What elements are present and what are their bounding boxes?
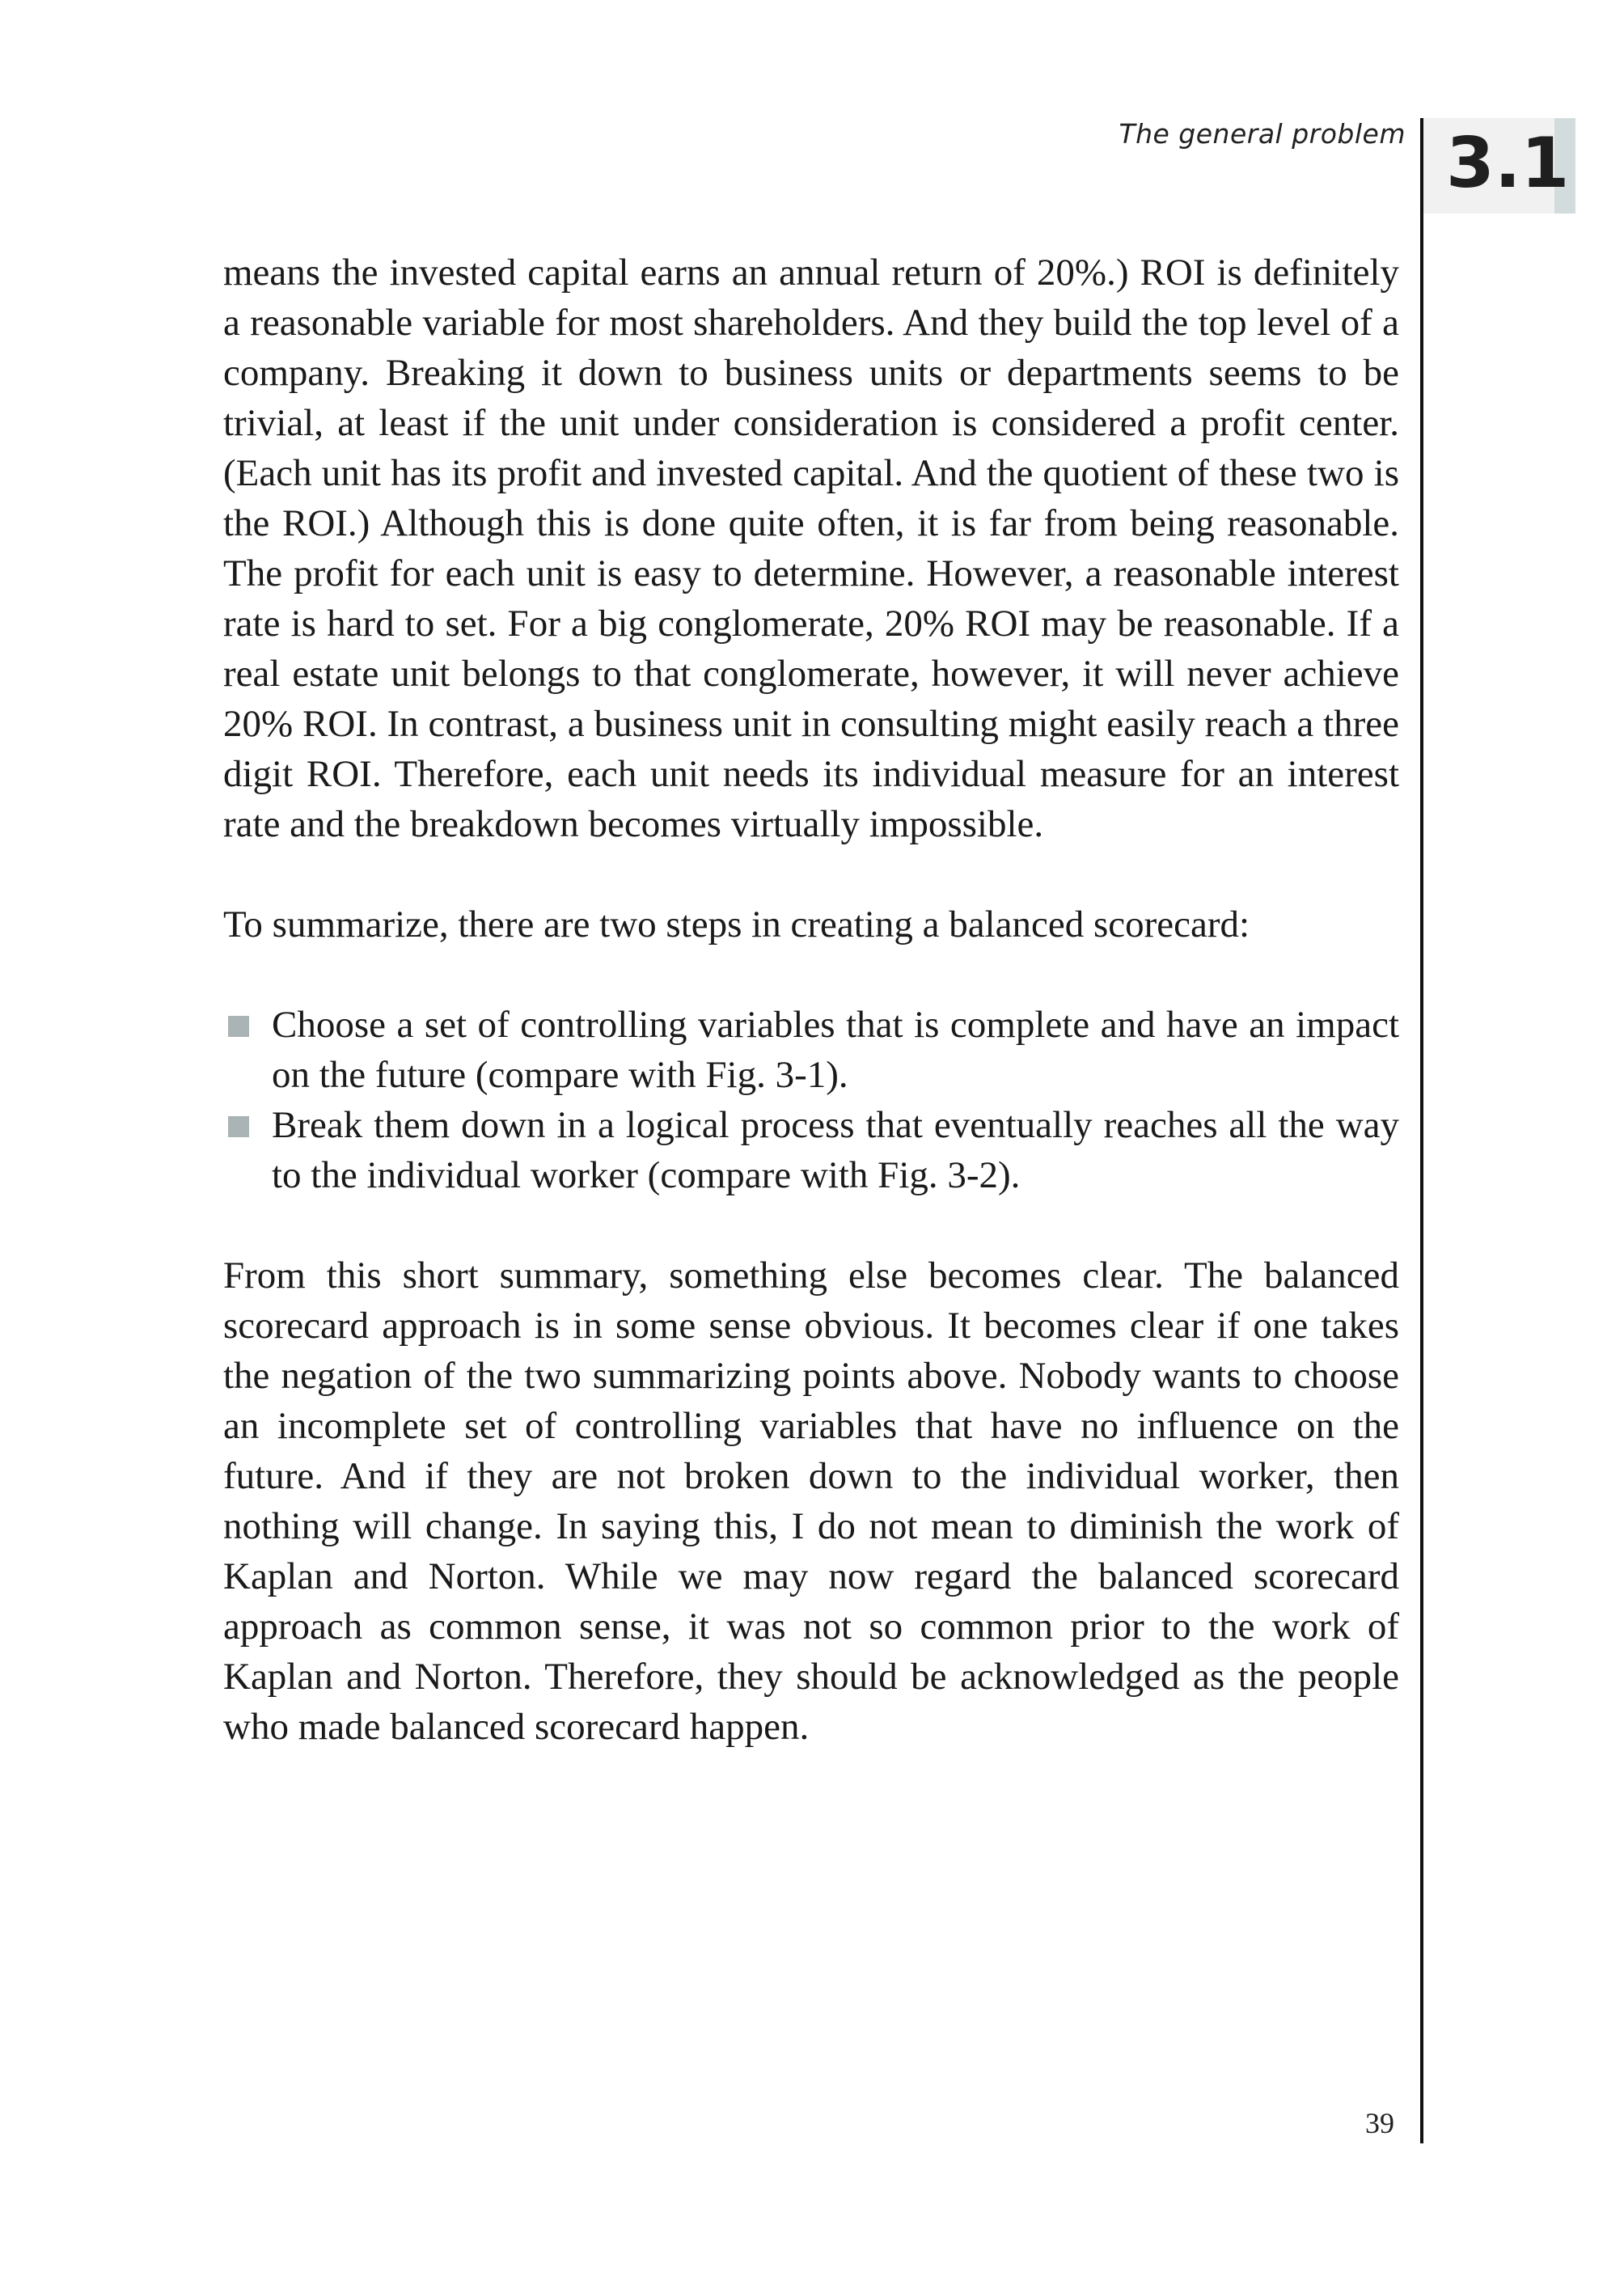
- list-item: [223, 1000, 1399, 1100]
- list-item: [223, 1100, 1399, 1200]
- page-number: 39: [1365, 2107, 1394, 2139]
- chapter-tab: [1423, 118, 1575, 214]
- paragraph: From this short summary, something else becomes clear. The balanced scorecard approach is in some sense obvious. It becomes clear if one takes the negation of the two summarizing points above. Nobody wants to choose an incomplete set of controlling variables that have no influence on the future. And if they are not broken down to the individual worker, then nothing will change. In saying this, I do not mean to diminish the work of Kaplan and Norton. While we may now regard the balanced scorecard approach as common sense, it was not so common prior to the work of Kaplan and Norton. Therefore, they should be acknowledged as the people who made balanced scorecard happen.: [223, 1254, 1399, 1748]
- paragraph: means the invested capital earns an annual return of 20%.) ROI is definitely a reasonable variable for most shareholders. And they build the top level of a company. Breaking it down to business units or departments seems to be trivial, at least if the unit under consideration is considered a profit center. (Each unit has its profit and invested capital. And the quotient of these two is the ROI.) Although this is done quite often, it is far from being reasonable. The profit for each unit is easy to determine. However, a reasonable interest rate is hard to set. For a big conglomerate, 20% ROI may be reasonable. If a real estate unit belongs to that conglomerate, however, it will never achieve 20% ROI. In contrast, a business unit in consulting might easily reach a three digit ROI. Therefore, each unit needs its individual measure for an interest rate and the breakdown becomes virtually impossible.: [223, 252, 1399, 845]
- square-bullet-icon: [228, 1016, 249, 1037]
- margin-rule: [1420, 118, 1423, 2143]
- running-header: The general problem: [1119, 118, 1406, 150]
- body-text: [223, 247, 1399, 1802]
- list-item-text: Choose a set of controlling variables that is complete and have an impact on the future (compare with Fig. 3-1).: [272, 1004, 1399, 1096]
- chapter-number: 3.1: [1446, 123, 1570, 204]
- bullet-list: [223, 1000, 1399, 1200]
- paragraph: To summarize, there are two steps in creating a balanced scorecard:: [223, 903, 1250, 946]
- list-item-text: Break them down in a logical process that eventually reaches all the way to the individual worker (compare with Fig. 3-2).: [272, 1104, 1399, 1196]
- square-bullet-icon: [228, 1116, 249, 1137]
